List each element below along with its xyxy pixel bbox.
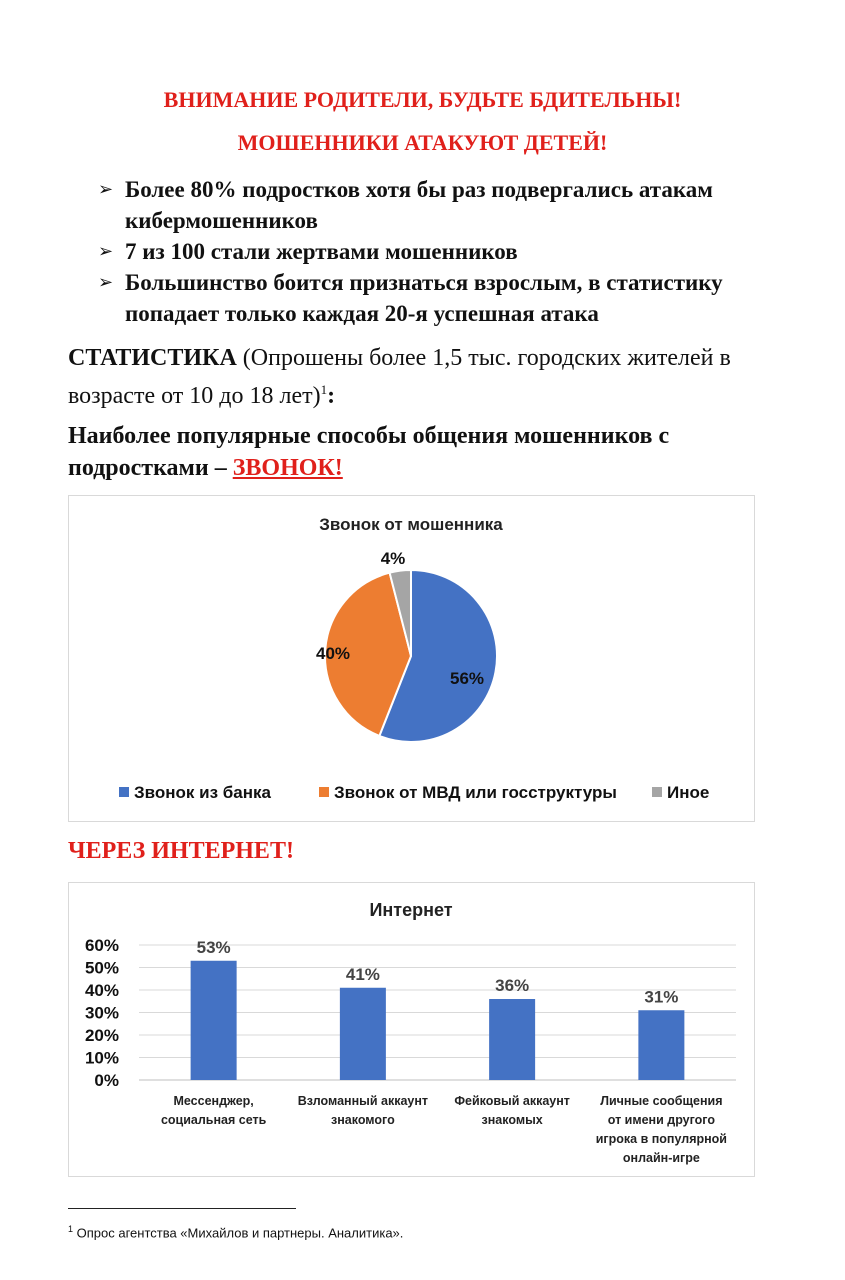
y-tick-label: 10% [84, 1048, 119, 1068]
popular-methods-text: Наиболее популярные способы общения мошенников с подростками – [68, 423, 670, 481]
statistics-paragraph [68, 342, 788, 412]
warning-subheading: МОШЕННИКИ АТАКУЮТ ДЕТЕЙ! [237, 130, 608, 155]
bar-chart [69, 883, 754, 1176]
bar [340, 988, 386, 1080]
bar-data-label: 31% [644, 987, 679, 1007]
y-tick-label: 60% [84, 936, 119, 955]
statistics-text: (Опрошены более 1,5 тыс. городских жителей в возрасте от 10 до 18 лет) [68, 345, 731, 409]
category-label: от имени другого [607, 1113, 715, 1127]
category-label: Фейковый аккаунт [454, 1094, 570, 1108]
bar-data-label: 36% [495, 976, 530, 995]
list-item [98, 267, 798, 329]
legend-entry: Звонок от МВД или госструктуры [334, 783, 617, 802]
facts-list [98, 174, 798, 329]
statistics-colon: : [327, 383, 336, 409]
popular-methods-heading [68, 420, 788, 484]
pie-chart-title: Звонок от мошенника [319, 515, 503, 534]
statistics-label: СТАТИСТИКА [68, 345, 237, 371]
pie-data-label: 4% [380, 549, 406, 568]
y-tick-label: 30% [84, 1003, 119, 1023]
footnote-reference[interactable]: 1 [320, 382, 328, 397]
list-item [98, 174, 798, 236]
category-label: знакомого [331, 1113, 395, 1127]
warning-heading: ВНИМАНИЕ РОДИТЕЛИ, БУДЬТЕ БДИТЕЛЬНЫ! [163, 87, 682, 112]
category-label: социальная сеть [160, 1113, 267, 1127]
bar [191, 961, 237, 1080]
fact-text: Большинство боится признаться взрослым, в статистику попадает только каждая 20-я успешная атака [125, 270, 723, 326]
list-item [98, 236, 798, 267]
footnote-number: 1 [68, 1224, 74, 1234]
arrow-bullet-icon: ➢ [98, 241, 114, 262]
bar-chart-title: Интернет [369, 900, 453, 920]
category-label: Взломанный аккаунт [297, 1094, 429, 1108]
category-label: знакомых [481, 1113, 543, 1127]
bar [489, 999, 535, 1080]
internet-heading: ЧЕРЕЗ ИНТЕРНЕТ! [68, 838, 294, 864]
category-label: Мессенджер, [173, 1094, 254, 1108]
legend-swatch [652, 787, 662, 797]
legend-entry: Звонок из банка [134, 783, 271, 802]
bar-data-label: 41% [345, 964, 380, 984]
footnote [68, 1224, 403, 1240]
footnote-text: Опрос агентства «Михайлов и партнеры. Аналитика». [73, 1225, 404, 1241]
pie-chart [69, 496, 754, 821]
arrow-bullet-icon: ➢ [98, 179, 114, 200]
footnote-divider [68, 1208, 296, 1209]
pie-data-label: 56% [449, 669, 485, 688]
fact-text: 7 из 100 стали жертвами мошенников [125, 239, 518, 264]
pie-chart-box [68, 495, 755, 822]
y-tick-label: 0% [94, 1071, 119, 1090]
arrow-bullet-icon: ➢ [98, 272, 114, 293]
legend-swatch [319, 787, 329, 797]
pie-data-label: 40% [315, 644, 351, 663]
bar [638, 1010, 684, 1080]
category-label: онлайн-игре [622, 1151, 700, 1165]
bar-chart-box [68, 882, 755, 1177]
legend-entry: Иное [667, 783, 710, 802]
fact-text: Более 80% подростков хотя бы раз подвергались атакам кибермошенников [125, 177, 713, 233]
category-label: Личные сообщения [600, 1094, 723, 1108]
y-tick-label: 20% [84, 1026, 119, 1045]
y-tick-label: 40% [84, 981, 119, 1000]
legend-swatch [119, 787, 129, 797]
category-label: игрока в популярной [595, 1132, 728, 1146]
bar-data-label: 53% [196, 937, 231, 957]
call-highlight: ЗВОНОК! [232, 455, 343, 481]
y-tick-label: 50% [84, 958, 119, 978]
